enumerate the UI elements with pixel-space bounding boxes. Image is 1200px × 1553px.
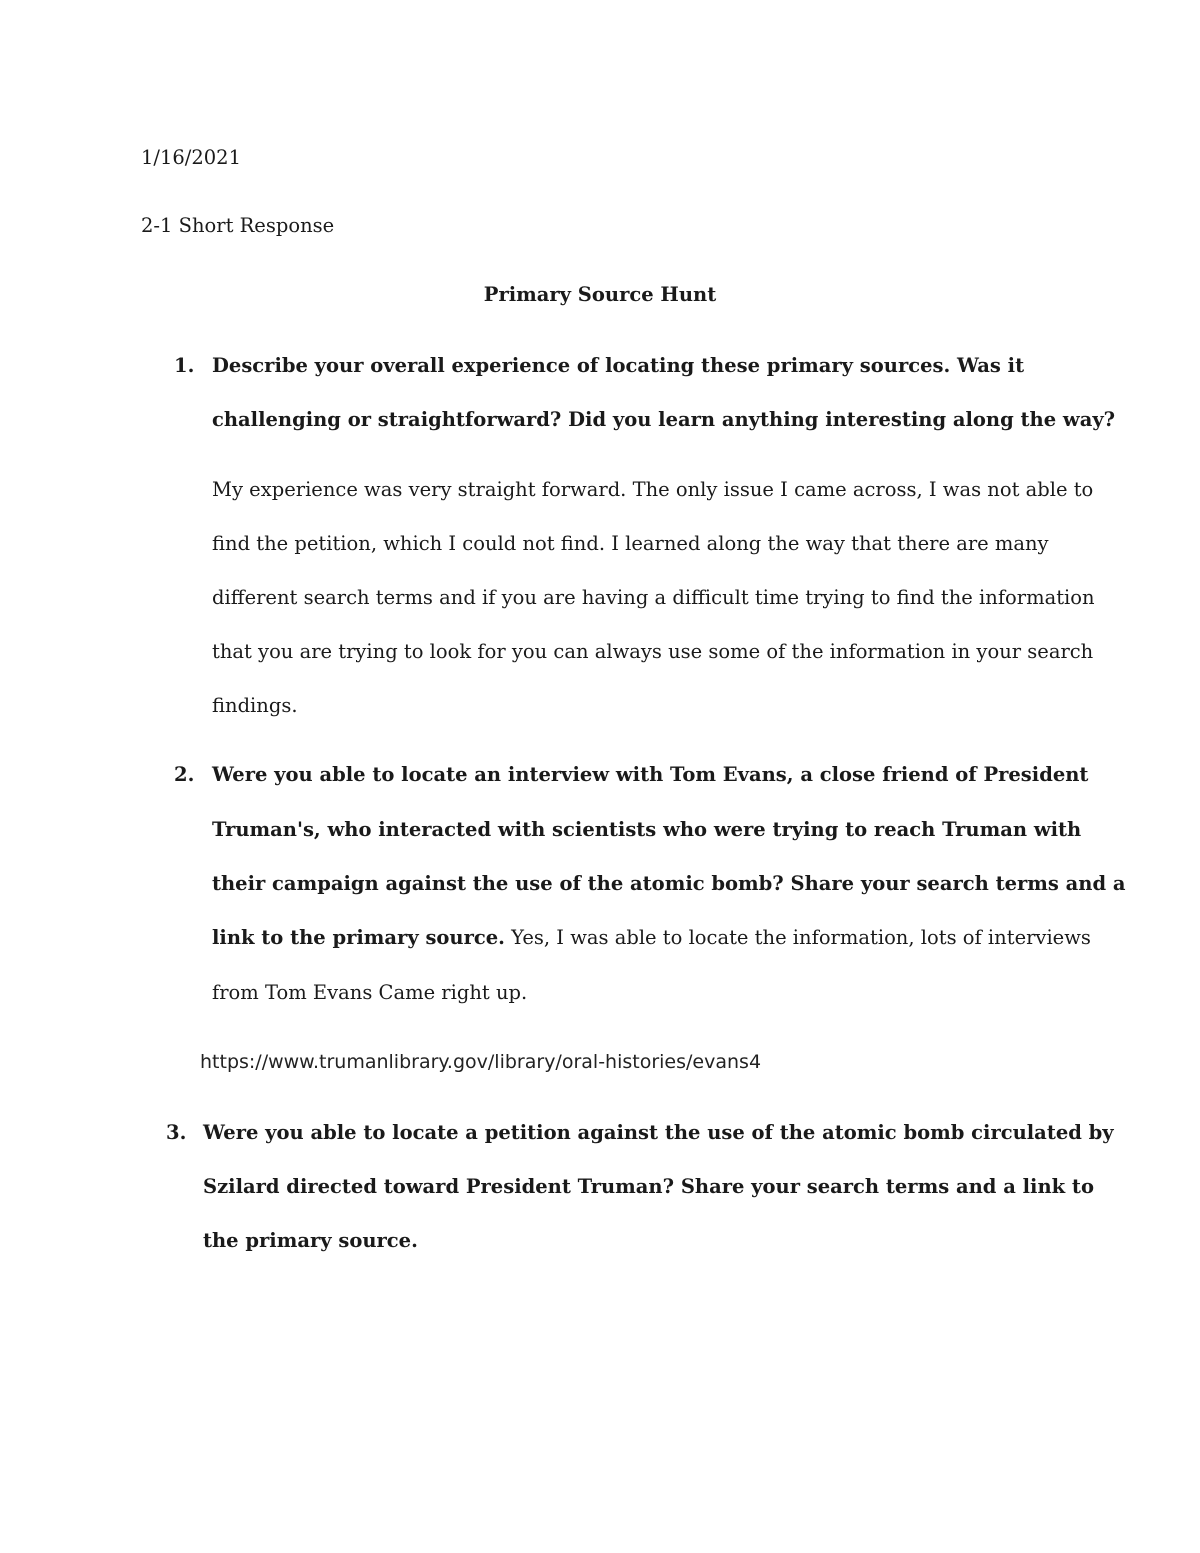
q3-question-line-3: the primary source. [203,1229,418,1252]
q1-answer-line: find the petition, which I could not find. I learned along the way that there are many [212,532,1049,555]
q1-answer-line: different search terms and if you are having a difficult time trying to find the information [212,586,1095,609]
q2-question-line-4: link to the primary source. [212,926,505,949]
source-link[interactable]: https://www.trumanlibrary.gov/library/oral-histories/evans4 [200,1051,762,1073]
q2-question-line-2: Truman's, who interacted with scientists who were trying to reach Truman with [212,818,1082,841]
q2-question-line-3: their campaign against the use of the atomic bomb? Share your search terms and a [212,872,1126,895]
q3-question-line-1: Were you able to locate a petition against the use of the atomic bomb circulated by [203,1121,1114,1144]
q3-question-line-2: Szilard directed toward President Truman? Share your search terms and a link to [203,1175,1094,1198]
q1-number: 1. [174,354,195,377]
q2-number: 2. [174,763,195,786]
q1-question-line-1: Describe your overall experience of locating these primary sources. Was it [212,354,1025,377]
q2-answer-line-2: from Tom Evans Came right up. [212,981,528,1004]
date: 1/16/2021 [141,146,241,169]
q1-answer-line: that you are trying to look for you can always use some of the information in your search [212,640,1094,663]
q3-number: 3. [166,1121,187,1144]
q1-question-line-2: challenging or straightforward? Did you learn anything interesting along the way? [212,408,1116,431]
assignment-label: 2-1 Short Response [141,214,335,237]
q2-question-line-1: Were you able to locate an interview with Tom Evans, a close friend of President [212,763,1089,786]
document-title: Primary Source Hunt [483,283,717,306]
q1-answer-line: findings. [212,694,298,717]
q1-answer-line: My experience was very straight forward. The only issue I came across, I was not able to [212,478,1094,501]
q2-answer-start: Yes, I was able to locate the information, lots of interviews [504,926,1091,949]
q2-line-4 [212,926,1091,950]
